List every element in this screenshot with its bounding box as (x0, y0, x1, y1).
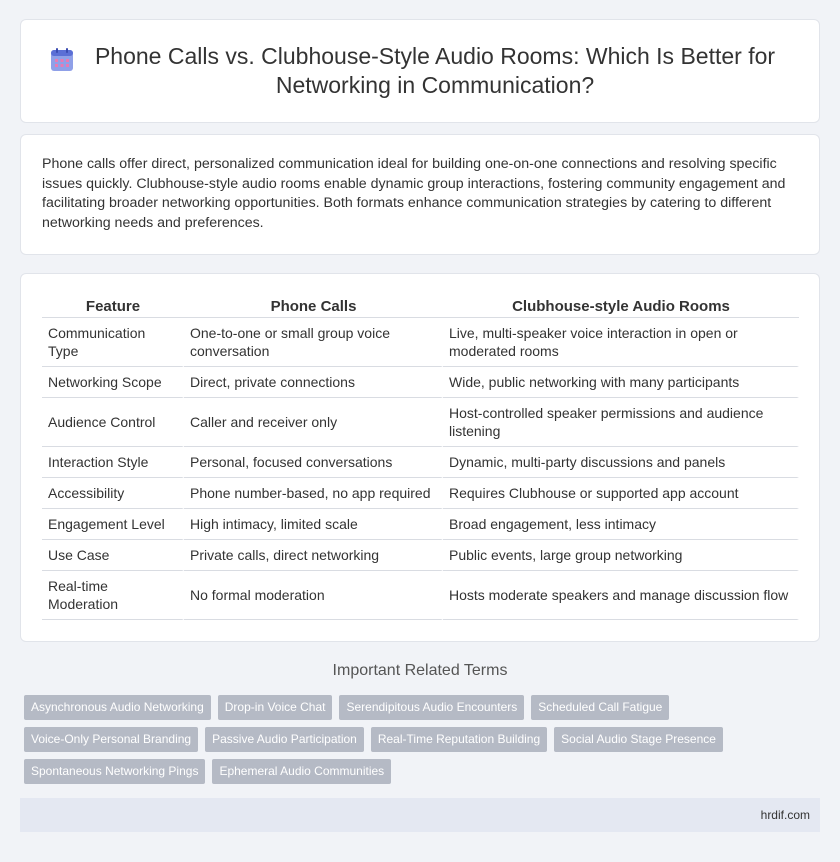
audio-room-cell: Hosts moderate speakers and manage discussion flow (443, 571, 799, 620)
feature-cell: Use Case (42, 540, 184, 571)
feature-cell: Real-time Moderation (42, 571, 184, 620)
table-row (42, 318, 799, 367)
related-term-tag[interactable]: Serendipitous Audio Encounters (339, 695, 524, 720)
phone-cell: High intimacy, limited scale (184, 509, 443, 540)
related-term-tag[interactable]: Ephemeral Audio Communities (212, 759, 391, 784)
related-terms-title: Important Related Terms (332, 662, 508, 679)
feature-cell: Networking Scope (42, 367, 184, 398)
header-audio-rooms: Clubhouse-style Audio Rooms (443, 296, 799, 318)
feature-cell: Accessibility (42, 478, 184, 509)
related-term-tag[interactable]: Asynchronous Audio Networking (24, 695, 211, 720)
audio-room-cell: Requires Clubhouse or supported app account (443, 478, 799, 509)
table-row (42, 478, 799, 509)
audio-room-cell: Wide, public networking with many participants (443, 367, 799, 398)
phone-cell: Private calls, direct networking (184, 540, 443, 571)
footer (20, 798, 820, 832)
related-term-tag[interactable]: Spontaneous Networking Pings (24, 759, 205, 784)
feature-cell: Communication Type (42, 318, 184, 367)
header-phone-calls: Phone Calls (184, 296, 443, 318)
title-card (20, 19, 820, 123)
comparison-card (20, 273, 820, 642)
table-row (42, 571, 799, 620)
related-term-tag[interactable]: Voice-Only Personal Branding (24, 727, 198, 752)
footer-site-link[interactable]: hrdif.com (760, 808, 810, 822)
page-title: Phone Calls vs. Clubhouse-Style Audio Rooms: Which Is Better for Networking in Communication? (94, 43, 776, 98)
intro-paragraph: Phone calls offer direct, personalized communication ideal for building one-on-one connections and resolving specific issues quickly. Clubhouse-style audio rooms enable dynamic group interactions, fostering community engagement and facilitating broader networking opportunities. Both formats enhance communication strategies by catering to different networking needs and preferences. (42, 156, 786, 231)
related-term-tag[interactable]: Social Audio Stage Presence (554, 727, 723, 752)
related-terms-list (24, 695, 824, 791)
audio-room-cell: Dynamic, multi-party discussions and panels (443, 447, 799, 478)
audio-room-cell: Host-controlled speaker permissions and audience listening (443, 398, 799, 447)
table-row (42, 540, 799, 571)
related-term-tag[interactable]: Passive Audio Participation (205, 727, 364, 752)
feature-cell: Interaction Style (42, 447, 184, 478)
table-row (42, 509, 799, 540)
header-feature: Feature (42, 296, 184, 318)
related-term-tag[interactable]: Real-Time Reputation Building (371, 727, 547, 752)
audio-room-cell: Public events, large group networking (443, 540, 799, 571)
phone-cell: Caller and receiver only (184, 398, 443, 447)
audio-room-cell: Live, multi-speaker voice interaction in open or moderated rooms (443, 318, 799, 367)
table-header-row (42, 296, 799, 318)
feature-cell: Audience Control (42, 398, 184, 447)
phone-cell: No formal moderation (184, 571, 443, 620)
phone-cell: Personal, focused conversations (184, 447, 443, 478)
related-term-tag[interactable]: Scheduled Call Fatigue (531, 695, 669, 720)
phone-cell: One-to-one or small group voice conversation (184, 318, 443, 367)
intro-card (20, 134, 820, 255)
phone-cell: Direct, private connections (184, 367, 443, 398)
comparison-table (42, 296, 799, 620)
table-row (42, 367, 799, 398)
table-row (42, 447, 799, 478)
phone-cell: Phone number-based, no app required (184, 478, 443, 509)
feature-cell: Engagement Level (42, 509, 184, 540)
related-term-tag[interactable]: Drop-in Voice Chat (218, 695, 333, 720)
audio-room-cell: Broad engagement, less intimacy (443, 509, 799, 540)
table-row (42, 398, 799, 447)
